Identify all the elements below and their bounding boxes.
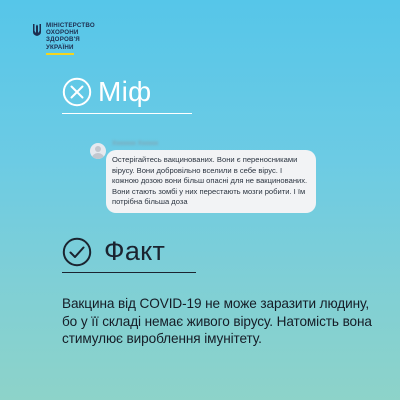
ministry-logo bbox=[32, 22, 95, 55]
circle-x-icon bbox=[62, 77, 92, 107]
ministry-name bbox=[46, 22, 95, 55]
myth-underline bbox=[62, 113, 192, 114]
ministry-name-line: ОХОРОНИ bbox=[46, 29, 79, 37]
fact-statement: Вакцина від COVID-19 не може заразити людину, бо у її складі немає живого вірусу. Натомість вона стимулює вироблення імунітету. bbox=[62, 296, 372, 346]
fact-label: Факт bbox=[104, 236, 166, 266]
sender-name-blurred: Ххххххх Хххххх bbox=[112, 140, 159, 147]
user-avatar-icon bbox=[90, 143, 106, 159]
message-bubble: Остерігайтесь вакцинованих. Вони є переносниками вірусу. Вони добровільно вселили в себе вірус. І кожною дозою вони більш опасні для не вакцинованих. Вони стають зомбі у них перестають мозги робити. І їм потрібна більша доза bbox=[106, 150, 316, 213]
logo-accent-bar bbox=[46, 53, 74, 55]
ministry-name-line: МІНІСТЕРСТВО bbox=[46, 22, 95, 29]
fact-heading bbox=[62, 236, 165, 267]
myth-label: Міф bbox=[98, 76, 152, 107]
social-message bbox=[90, 140, 316, 213]
myth-heading bbox=[62, 76, 151, 108]
fact-underline bbox=[62, 272, 196, 273]
trident-icon bbox=[32, 23, 42, 37]
message-content bbox=[112, 140, 316, 213]
ministry-name-line: УКРАЇНИ bbox=[46, 43, 74, 51]
ministry-name-line: ЗДОРОВ'Я bbox=[46, 36, 80, 44]
circle-check-icon bbox=[62, 237, 92, 267]
